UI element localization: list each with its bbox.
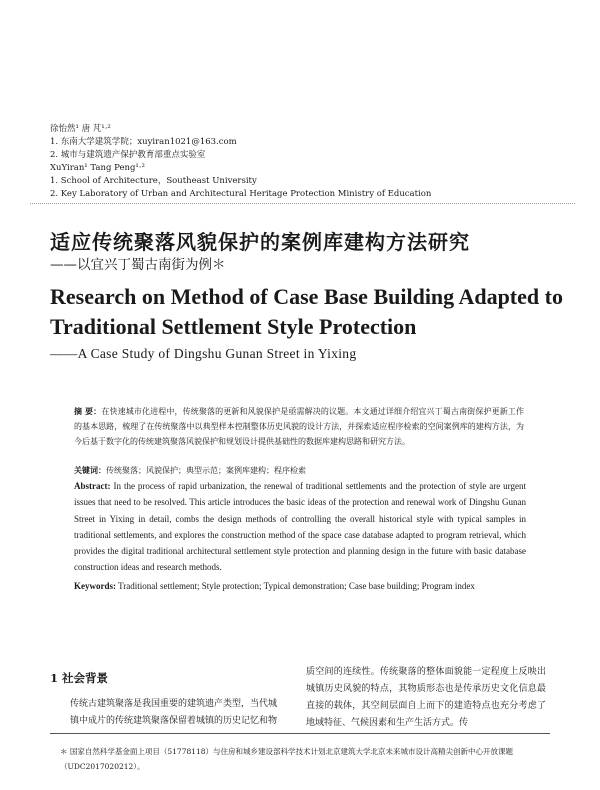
section-heading: 1 社会背景 <box>50 671 109 685</box>
footnote-divider <box>50 733 550 734</box>
affiliation-2-zh: 2. 城市与建筑遗产保护教育部重点实验室 <box>50 150 206 160</box>
keywords-zh <box>74 464 524 477</box>
abstract-en-text: In the process of rapid urbanization, the renewal of traditional settlements and the protection of style are urgent issues that need to be resolved. This article introduces the basic ideas of the protection and renewal work of Dingshu Gunan Street in Yixing in detail, combs the design methods of controlling the overall historical style with typical samples in traditional settlements, and explores the construction method of the space case database adapted to program retrieval, which provides the digital traditional architectural settlement style protection and planning design in the future with basic database construction ideas and research methods. <box>74 481 526 573</box>
authors-en: XuYiran¹ Tang Peng¹·² <box>50 163 145 173</box>
footnote: ＊ 国家自然科学基金面上项目（51778118）与住房和城乡建设部科学技术计划北京建筑大学北京未来城市设计高精尖创新中心开放课题（UDC2017020212）。 <box>60 747 514 771</box>
abstract-zh-label: 摘 要： <box>74 406 102 416</box>
abstract-zh <box>74 404 524 449</box>
keywords-zh-text: 传统聚落；风貌保护；典型示范；案例库建构；程序检索 <box>106 466 306 475</box>
header-divider <box>30 203 575 204</box>
abstract-en <box>74 478 526 576</box>
abstract-en-label: Abstract: <box>74 481 111 491</box>
keywords-en <box>74 578 526 594</box>
body-column-left: 传统古建筑聚落是我国重要的建筑遗产类型，当代城镇中成片的传统建筑聚落保留着城镇的历史记忆和物 <box>70 699 278 726</box>
keywords-zh-label: 关键词： <box>74 465 106 475</box>
keywords-en-text: Traditional settlement; Style protection; Typical demonstration; Case base building; Program index <box>116 581 475 591</box>
author-affiliations <box>50 123 431 201</box>
affiliation-1-zh: 1. 东南大学建筑学院；xuyiran1021@163.com <box>50 137 237 147</box>
title-en-line-1: Research on Method of Case Base Building Adapted to <box>50 284 563 309</box>
title-zh: 适应传统聚落风貌保护的案例库建构方法研究 <box>50 230 470 254</box>
subtitle-zh: ——以宜兴丁蜀古南街为例＊ <box>50 257 226 273</box>
authors-zh: 徐怡然¹ 唐 芃¹·² <box>50 124 111 134</box>
title-en-line-2: Traditional Settlement Style Protection <box>50 314 417 339</box>
abstract-zh-text: 在快速城市化进程中，传统聚落的更新和风貌保护是亟需解决的议题。本文通过详细介绍宜兴丁蜀古南街保护更新工作的基本思路，梳理了在传统聚落中以典型样本控制整体历史风貌的设计方法，并探索适应程序检索的空间案例库的建构方法，为今后基于数字化的传统建筑聚落风貌保护和规划设计提供基础性的数据库建构思路和研究方法。 <box>74 407 524 446</box>
affiliation-2-en: 2. Key Laboratory of Urban and Architectural Heritage Protection Ministry of Education <box>50 189 432 199</box>
affiliation-1-en: 1. School of Architecture，Southeast University <box>50 176 257 186</box>
keywords-en-label: Keywords: <box>74 581 116 591</box>
subtitle-en: ——A Case Study of Dingshu Gunan Street in Yixing <box>50 346 357 361</box>
body-column-right: 质空间的连续性。传统聚落的整体面貌能一定程度上反映出城镇历史风貌的特点，其物质形态也是传承历史文化信息最直接的载体，其空间层面自上而下的建造特点也充分考虑了地域特征、气候因素和生产生活方式。传 <box>306 667 546 728</box>
